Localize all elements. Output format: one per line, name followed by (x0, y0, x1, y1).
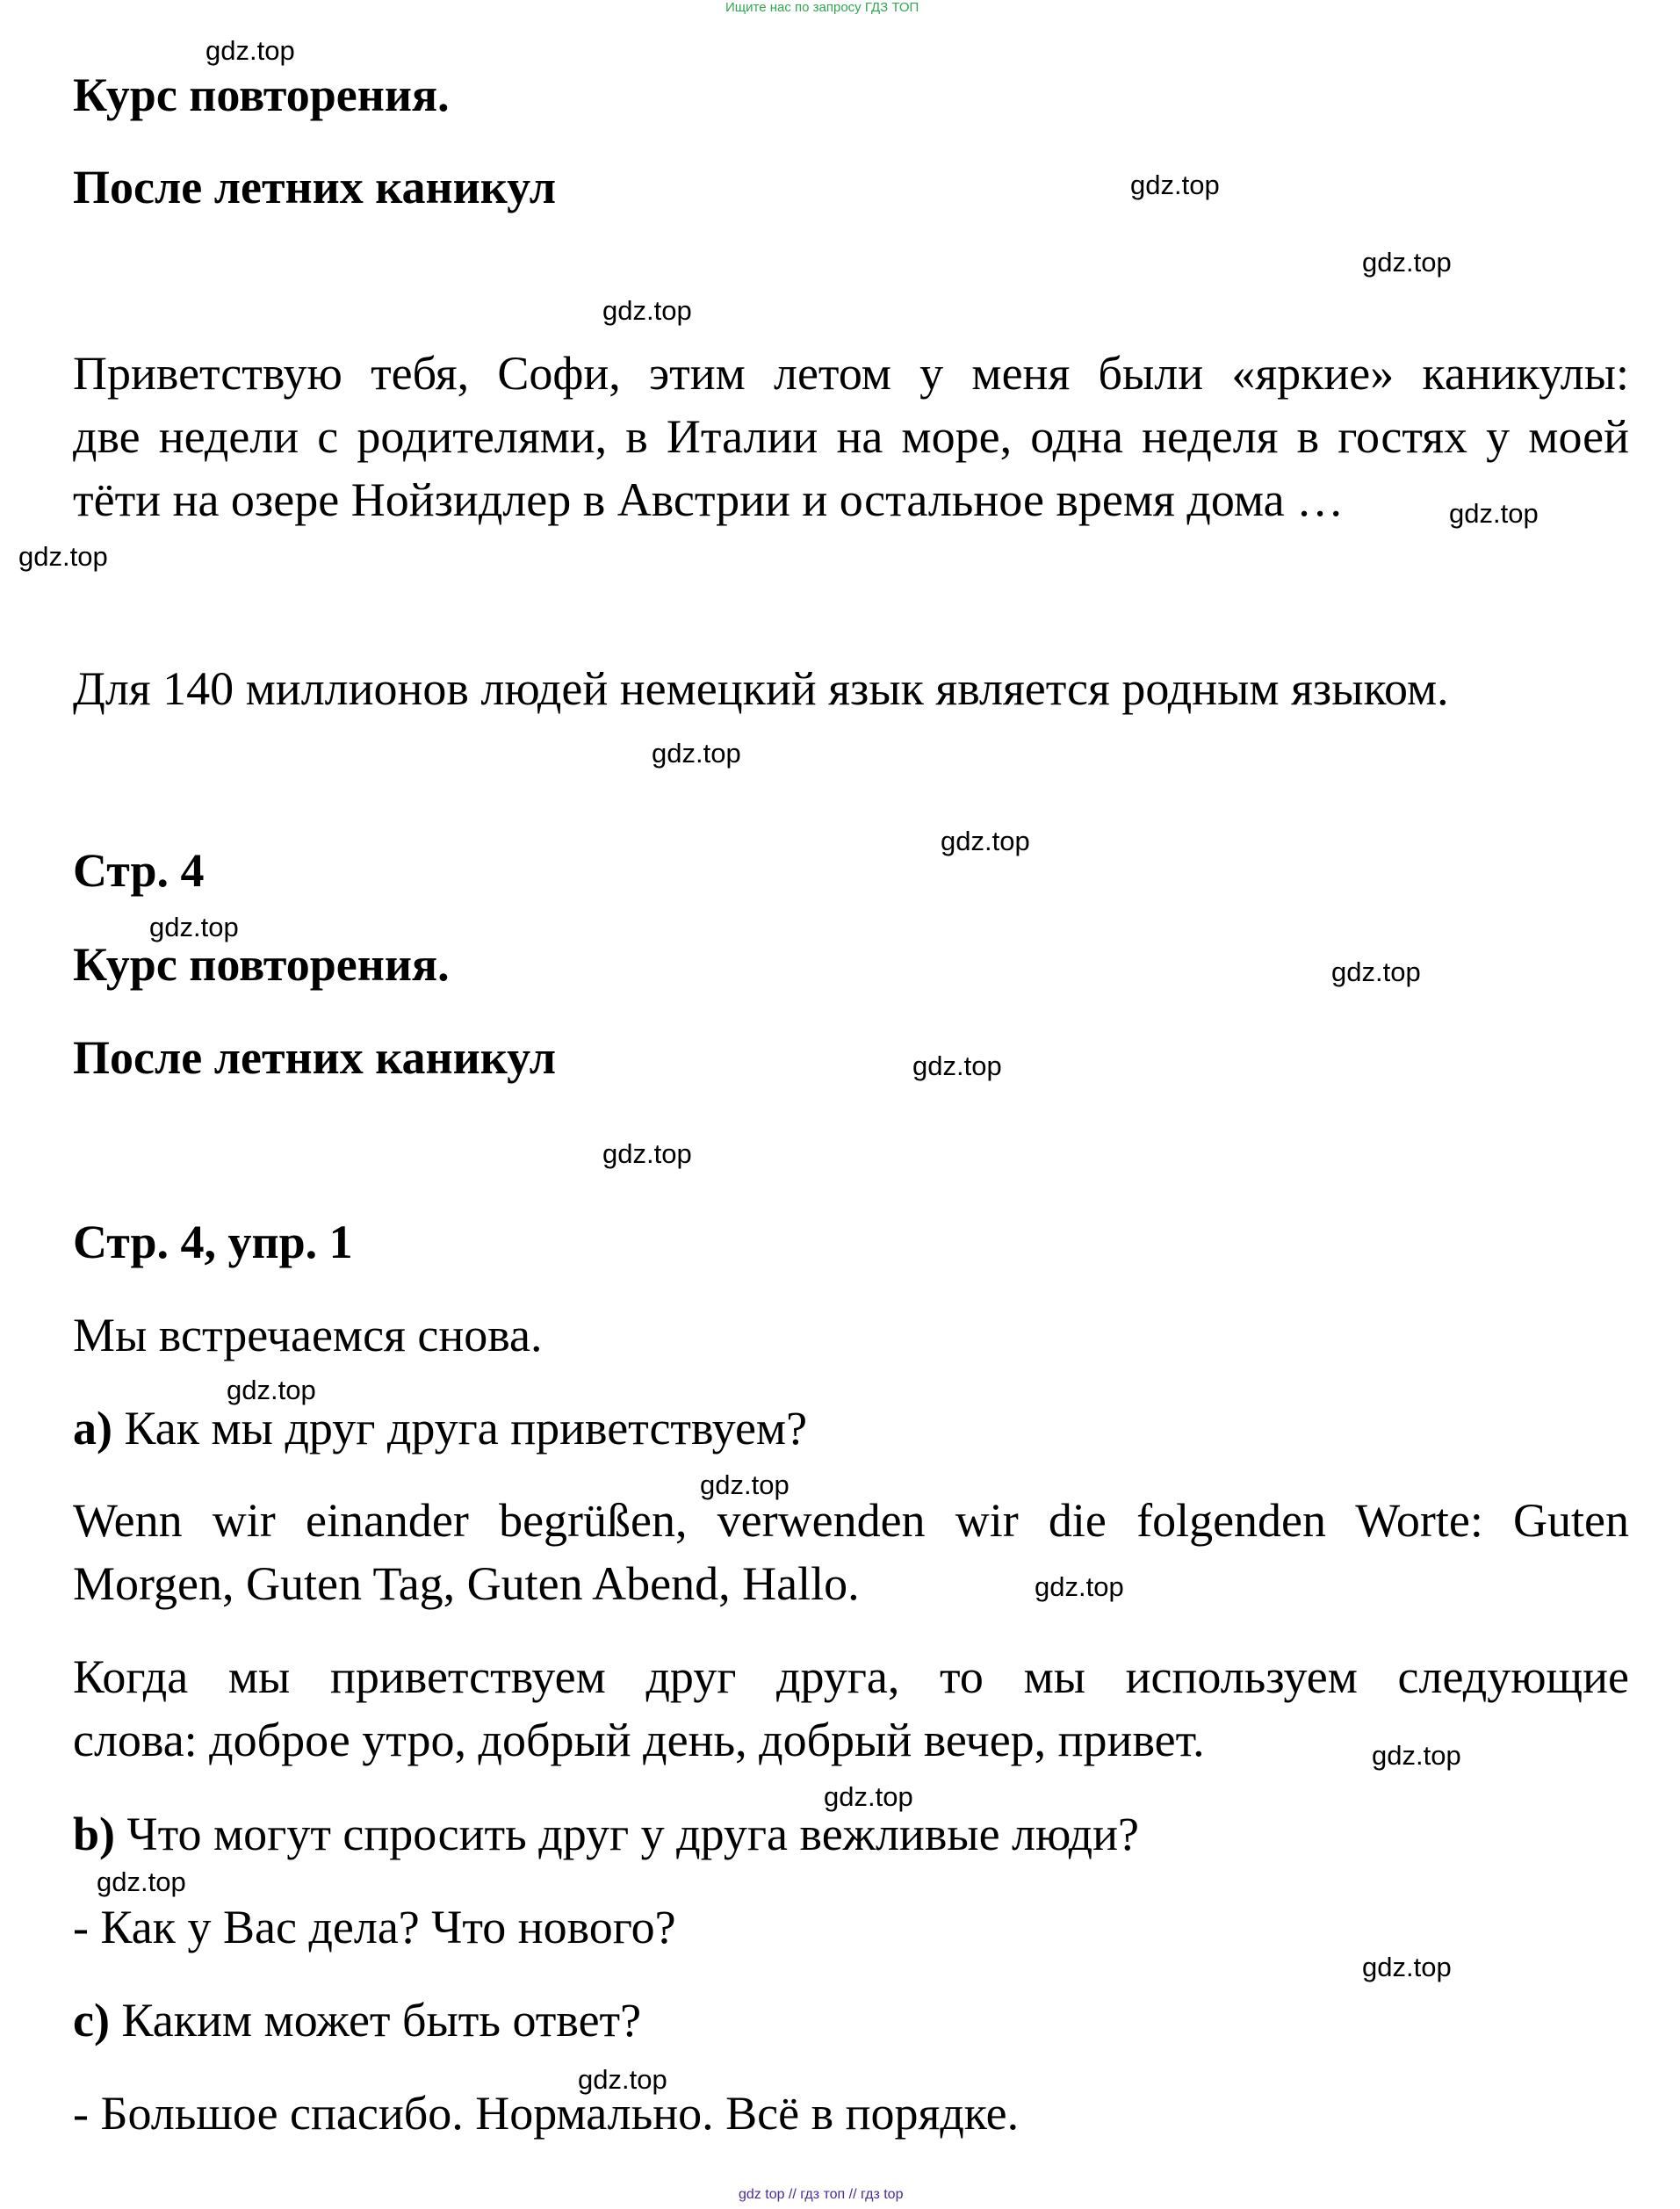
section-title: Курс повторения. (73, 69, 450, 121)
question-a-label: a) (73, 1402, 112, 1455)
watermark: gdz.top (824, 1781, 913, 1812)
watermark: gdz.top (227, 1375, 316, 1405)
watermark: gdz.top (1130, 170, 1220, 200)
watermark: gdz.top (652, 738, 741, 769)
watermark: gdz.top (97, 1866, 186, 1897)
watermark: gdz.top (578, 2064, 667, 2095)
watermark: gdz.top (1035, 1571, 1124, 1602)
exercise-label: Стр. 4, упр. 1 (73, 1216, 353, 1268)
watermark: gdz.top (1449, 498, 1539, 529)
question-a (73, 1397, 807, 1460)
watermark: gdz.top (602, 295, 692, 326)
german-line: Morgen, Guten Tag, Guten Abend, Hallo. (73, 1557, 860, 1610)
paragraph-line: Приветствую тебя, Софи, этим летом у меня были «яркие» каникулы: (73, 347, 1629, 400)
watermark: gdz.top (912, 1050, 1002, 1081)
answer-c: - Большое спасибо. Нормально. Всё в порядке. (73, 2087, 1020, 2140)
letter-paragraph (73, 342, 1629, 468)
section-subtitle: После летних каникул (73, 161, 557, 213)
question-c (73, 1989, 641, 2052)
question-a-text: Как мы друг друга приветствуем? (124, 1402, 808, 1455)
watermark: gdz.top (18, 541, 108, 572)
answer-b: - Как у Вас дела? Что нового? (73, 1901, 676, 1953)
page-label: Стр. 4 (73, 844, 205, 897)
footer-note: gdz top // гдз топ // гдз top (739, 2187, 904, 2202)
question-c-label: c) (73, 1994, 110, 2047)
exercise-intro: Мы встречаемся снова. (73, 1309, 543, 1361)
watermark: gdz.top (1331, 957, 1421, 987)
watermark: gdz.top (149, 912, 239, 942)
section-title: Курс повторения. (73, 938, 450, 991)
german-answer (73, 1489, 1629, 1615)
header-note: Ищите нас по запросу ГДЗ ТОП (725, 0, 919, 15)
question-b-text: Что могут спросить друг у друга вежливые люди? (126, 1808, 1139, 1860)
question-c-text: Каким может быть ответ? (121, 1994, 642, 2047)
german-line: Wenn wir einander begrüßen, verwenden wir die folgenden Worte: Guten (73, 1494, 1629, 1547)
watermark: gdz.top (1372, 1740, 1461, 1771)
watermark: gdz.top (941, 826, 1030, 856)
paragraph-line: тёти на озере Нойзидлер в Австрии и остальное время дома … (73, 473, 1345, 526)
fact-text: Для 140 миллионов людей немецкий язык является родным языком. (73, 662, 1449, 715)
watermark: gdz.top (602, 1138, 692, 1169)
watermark: gdz.top (1362, 1952, 1452, 1982)
question-b (73, 1802, 1139, 1866)
russian-line: слова: доброе утро, добрый день, добрый вечер, привет. (73, 1714, 1205, 1766)
watermark: gdz.top (1362, 247, 1452, 278)
paragraph-line: две недели с родителями, в Италии на море, одна неделя в гостях у моей (73, 410, 1629, 463)
section-subtitle: После летних каникул (73, 1031, 557, 1084)
question-b-label: b) (73, 1808, 116, 1860)
watermark: gdz.top (205, 35, 295, 66)
russian-line: Когда мы приветствуем друг друга, то мы используем следующие (73, 1650, 1629, 1703)
watermark: gdz.top (700, 1469, 790, 1500)
